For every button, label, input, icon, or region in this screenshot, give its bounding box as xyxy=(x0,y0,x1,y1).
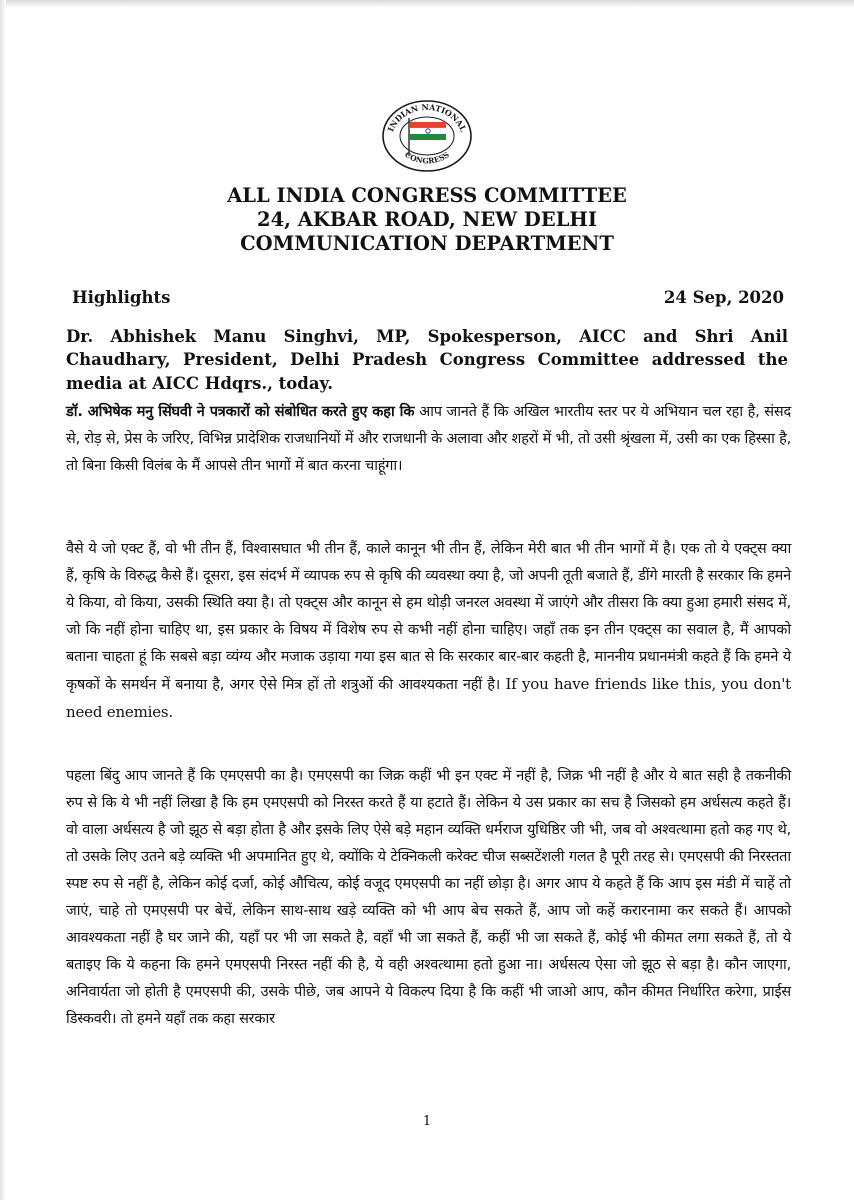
document-date: 24 Sep, 2020 xyxy=(663,288,784,307)
highlights-label: Highlights xyxy=(72,288,171,307)
org-department: COMMUNICATION DEPARTMENT xyxy=(240,232,614,255)
paragraph-1-text: आप जानते हैं कि अखिल भारतीय स्तर पर ये अभियान चल रहा है, संसद से, रोड़ से, प्रेस के जरिए, विभिन्न प्रादेशिक राजधानियों में और राजधानी के अलावा और शहरों में भी, तो उसी श्रृंखला में, उसी का एक हिस्सा है, तो बिना किसी विलंब के मैं आपसे तीन भागों में बात करना चाहूंगा। xyxy=(66,404,792,474)
page-edge-shadow-left xyxy=(0,0,6,1200)
org-address: 24, AKBAR ROAD, NEW DELHI xyxy=(257,208,597,231)
paragraph-2-english: If you have friends like this, you don't need enemies. xyxy=(66,675,791,721)
press-summary: Dr. Abhishek Manu Singhvi, MP, Spokesperson, AICC and Shri Anil Chaudhary, President, Delhi Pradesh Congress Committee addressed the media at AICC Hdqrs., today. xyxy=(66,327,788,393)
page-number: 1 xyxy=(422,1114,432,1129)
org-name: ALL INDIA CONGRESS COMMITTEE xyxy=(227,184,627,207)
paragraph-2-text: वैसे ये जो एक्ट हैं, वो भी तीन हैं, विश्वासघात भी तीन हैं, काले कानून भी तीन हैं, लेकिन मेरी बात भी तीन भागों में है। एक तो ये एक्ट्स क्या हैं, कृषि के विरुद्ध कैसे हैं। दूसरा, इस संदर्भ में व्यापक रुप से कृषि की व्यवस्था क्या है, जो अपनी तूती बजाते हैं, डींगे मारती है सरकार कि हमने ये किया, वो किया, उसकी स्थिति क्या है। तो एक्ट्स और कानून से हम थोड़ी जनरल अवस्था में जाएंगे और तीसरा कि क्या हुआ हमारी संसद में, जो कि नहीं होना चाहिए था, इस प्रकार के विषय में विशेष रुप से कभी नहीं होना चाहिए। जहाँ तक इन तीन एक्ट्स का सवाल है, मैं आपको बताना चाहता हूं कि सबसे बड़ा व्यंग्य और मजाक उड़ाया गया इस बात से कि सरकार बार-बार कहती है, माननीय प्रधानमंत्री कहते हैं कि हमने ये कृषकों के समर्थन में बनाया है, अगर ऐसे मित्र हों तो शत्रुओं की आवश्यकता नहीं है। xyxy=(66,541,791,693)
paragraph-2 xyxy=(66,536,791,727)
page-edge-shadow-top xyxy=(0,0,854,8)
paragraph-1 xyxy=(66,399,791,480)
paragraph-3-text: पहला बिंदु आप जानते हैं कि एमएसपी का है। एमएसपी का जिक्र कहीं भी इन एक्ट में नहीं है, जिक्र भी नहीं है और ये बात सही है तकनीकी रुप से कि ये भी नहीं लिखा है कि हम एमएसपी को निरस्त करते हैं या हटाते हैं। लेकिन ये उस प्रकार का सच है जिसको हम अर्धसत्य कहते हैं। वो वाला अर्धसत्य है जो झूठ से बड़ा होता है और इसके लिए ऐसे बड़े महान व्यक्ति धर्मराज युधिष्ठिर जी भी, जब वो अश्वत्थामा हतो कह गए थे, तो उसके लिए उतने बड़े व्यक्ति भी अपमानित हुए थे, क्योंकि ये टेक्निकली करेक्ट चीज सब्सटेंशली गलत है पूरी तरह से। एमएसपी की निरस्तता स्पष्ट रुप से नहीं है, लेकिन कोई दर्जा, कोई औचित्य, कोई वजूद एमएसपी का नहीं छोड़ा है। अगर आप ये कहते हैं कि आप इस मंडी में चाहें तो जाएं, चाहे तो एमएसपी पर बेचें, लेकिन साथ-साथ खड़े व्यक्ति को भी आप बेच सकते हैं, आप जो कहें करारनामा कर सकते हैं। आपको आवश्यकता नहीं है घर जाने की, यहाँ पर भी जा सकते है, वहाँ भी जा सकते हैं, कहीं भी जा सकते हैं, कोई भी कीमत लगा सकते हैं, तो ये बताइए कि ये कहना कि हमने एमएसपी निरस्त नहीं की है, ये वही अश्वत्थामा हतो हुआ ना। अर्धसत्य ऐसा जो झूठ से बड़ा है। कौन जाएगा, अनिवार्यता जो होती है एमएसपी की, उसके पीछे, जब आपने ये विकल्प दिया है कि कहीं भी जाओ आप, कौन कीमत निर्धारित करेगा, प्राईस डिस्कवरी। तो हमने यहाँ तक कहा सरकार xyxy=(66,768,791,1027)
logo-text-top: INDIAN NATIONAL xyxy=(385,101,469,134)
paragraph-1-lead: डॉ. अभिषेक मनु सिंघवी ने पत्रकारों को संबोधित करते हुए कहा कि xyxy=(66,404,415,420)
paragraph-3 xyxy=(66,763,791,1033)
logo-text-bottom: CONGRESS xyxy=(403,150,451,166)
congress-logo xyxy=(377,96,477,174)
